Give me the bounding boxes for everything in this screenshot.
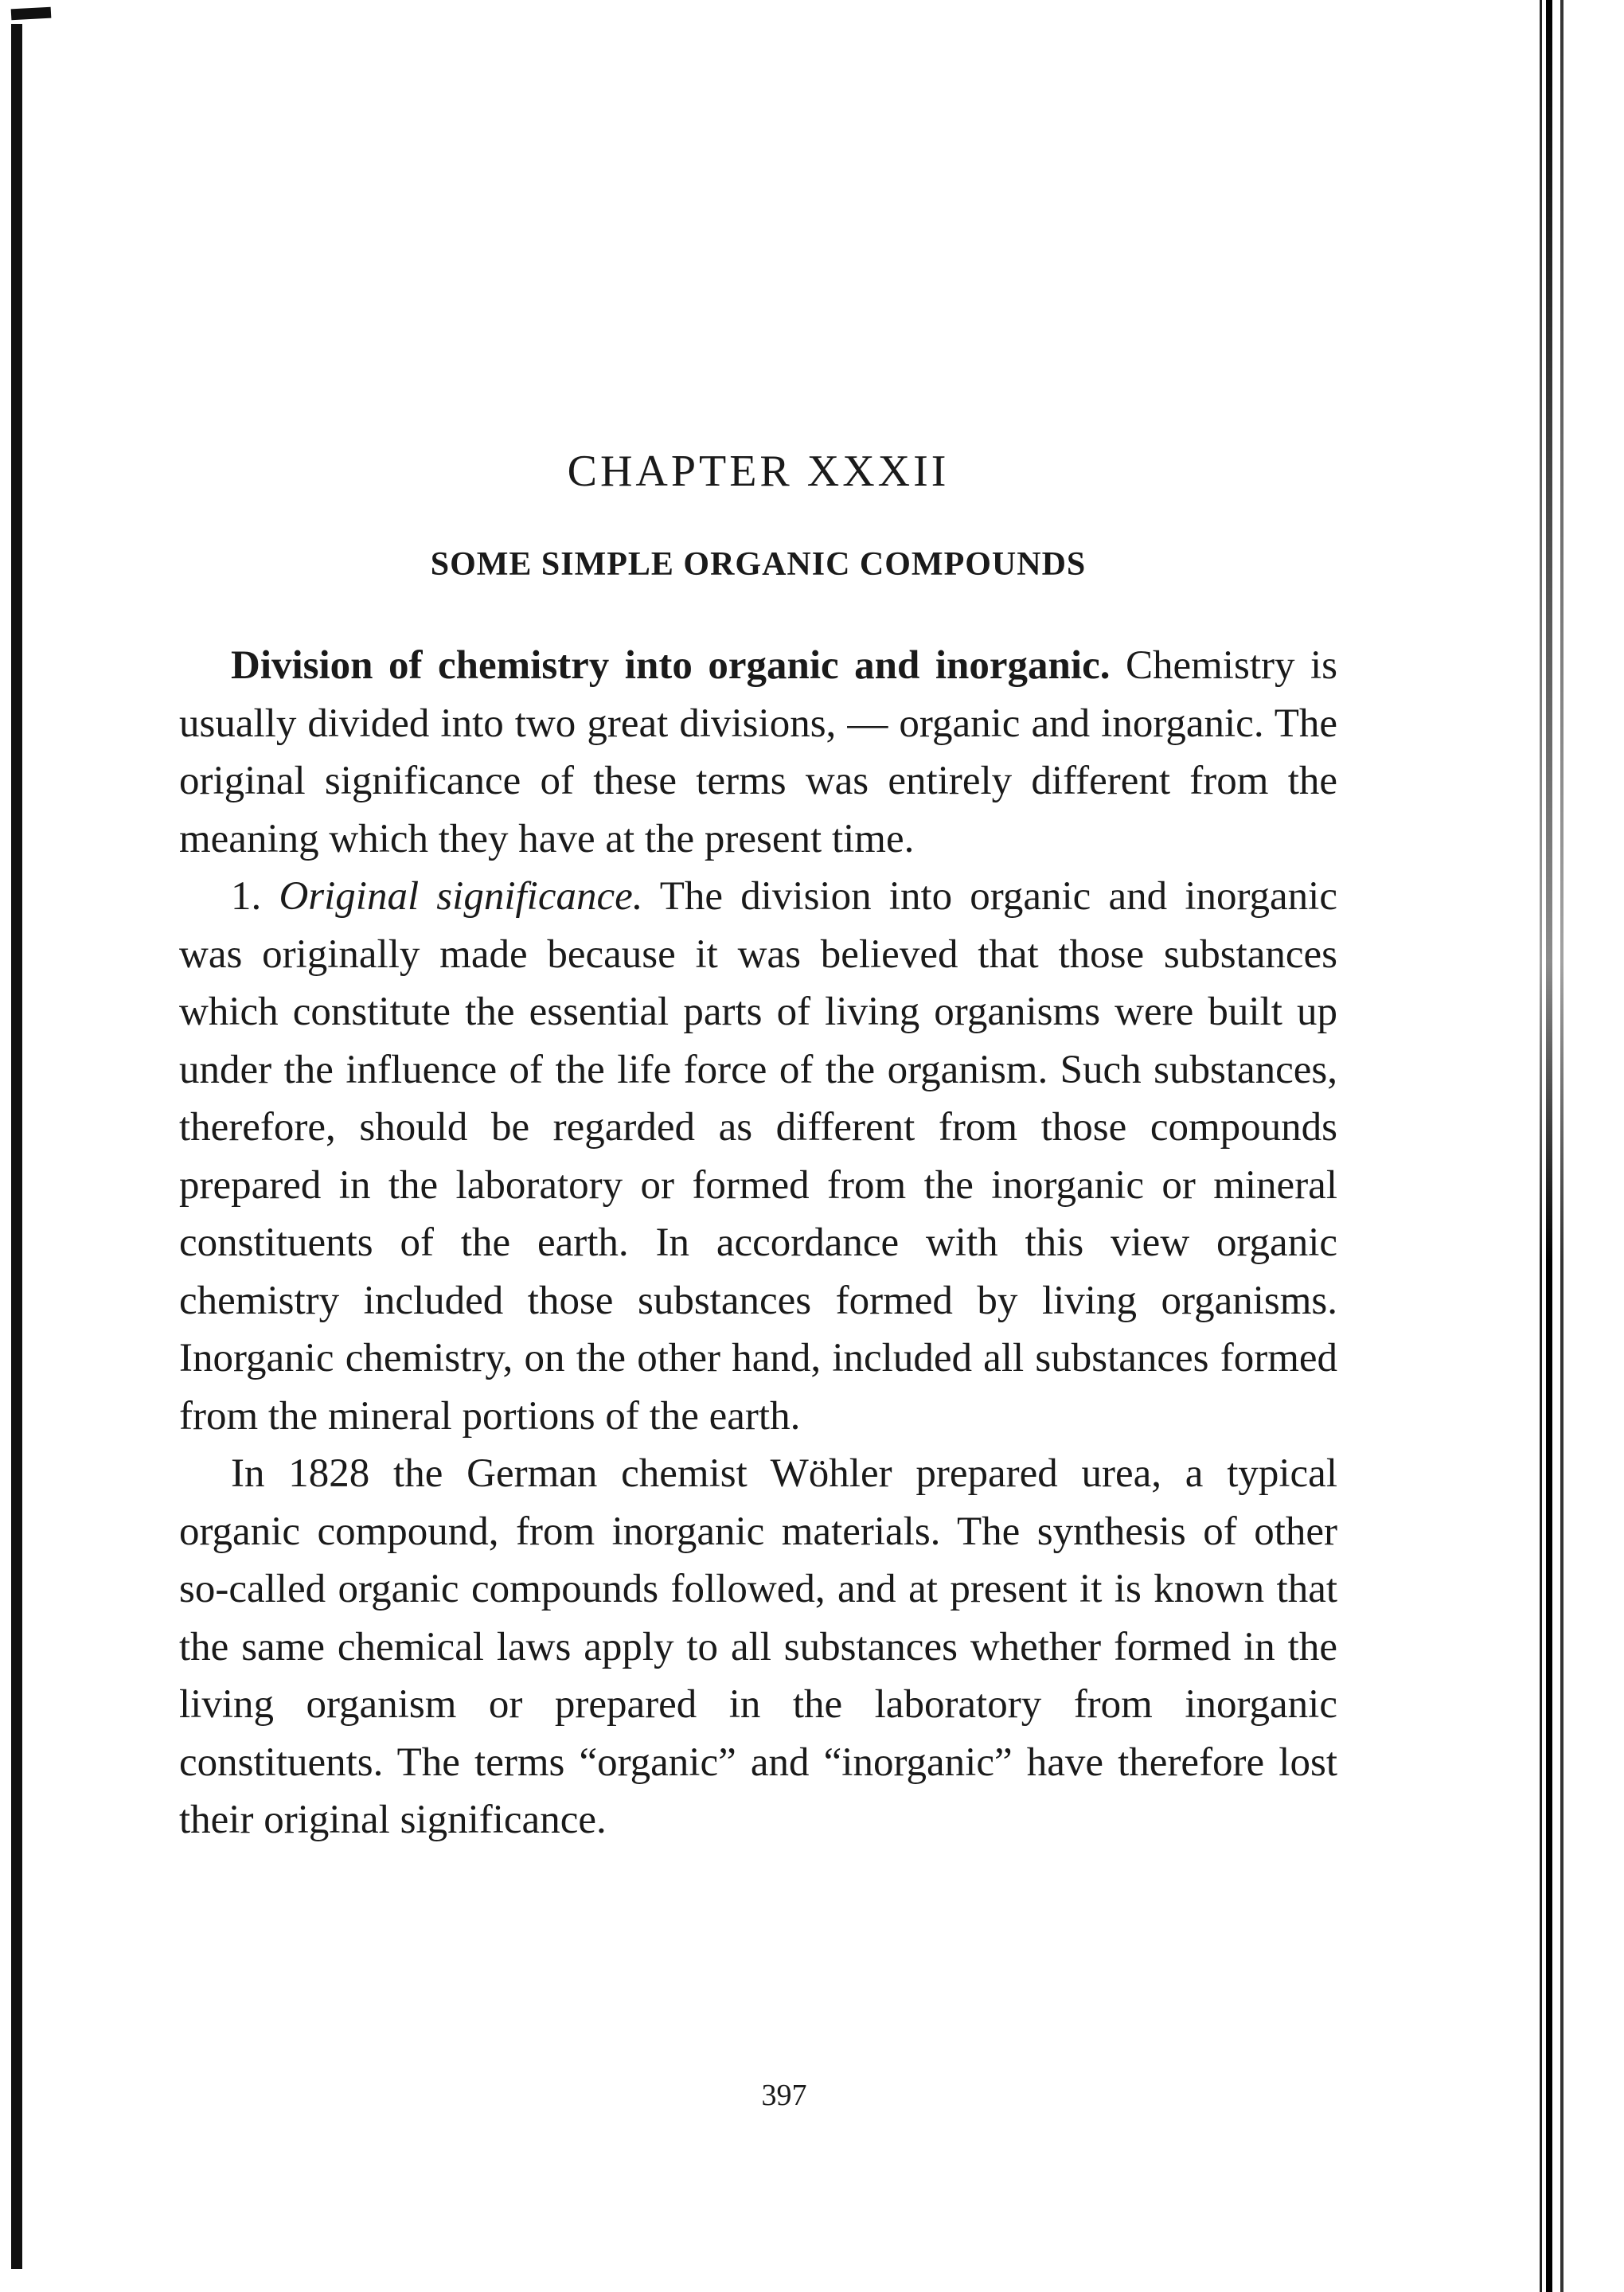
paragraph-text: In 1828 the German chemist Wöhler prepared urea, a typical organic compound, from inorganic materials. The synthesis of other so-called organic compounds followed, and at present it is known that the same chemical laws apply to all substances whether formed in the living organism or prepared in the laboratory from inorganic constituents. The terms “organic” and “inorganic” have therefore lost their original significance. [179, 1451, 1337, 1842]
scan-binding-edge-left [11, 24, 22, 2269]
scan-binding-edge-right-fade [1535, 0, 1624, 2292]
paragraph-original-significance [179, 868, 1337, 1445]
paragraph-lead-in: Original significance. [279, 874, 643, 919]
page-number: 397 [761, 2079, 807, 2112]
scan-binding-edge-left-top [11, 7, 52, 21]
paragraph-text: The division into organic and inorganic was originally made because it was believed that those substances which constitute the essential parts of living organisms were built up under the influence of the life force of the organism. Such substances, therefore, should be regarded as different from those compounds prepared in the laboratory or formed from the inorganic or mineral constituents of the earth. In accordance with this view organic chemistry included those substances formed by living organisms. Inorganic chemistry, on the other hand, included all substances formed from the mineral portions of the earth. [179, 874, 1337, 1439]
paragraph-lead-in: Division of chemistry into organic and inorganic. [231, 643, 1111, 688]
chapter-heading: CHAPTER XXXII [567, 447, 950, 496]
body-text [179, 637, 1337, 1849]
chapter-title: SOME SIMPLE ORGANIC COMPOUNDS [430, 546, 1087, 583]
paragraph-division [179, 637, 1337, 868]
paragraph-number: 1. [231, 874, 262, 919]
paragraph-text: Chemistry is usually divided into two great divisions, — organic and inorganic. The original significance of these terms was entirely different from the meaning which they have at the present time. [179, 643, 1337, 861]
paragraph-wohler [179, 1445, 1337, 1849]
